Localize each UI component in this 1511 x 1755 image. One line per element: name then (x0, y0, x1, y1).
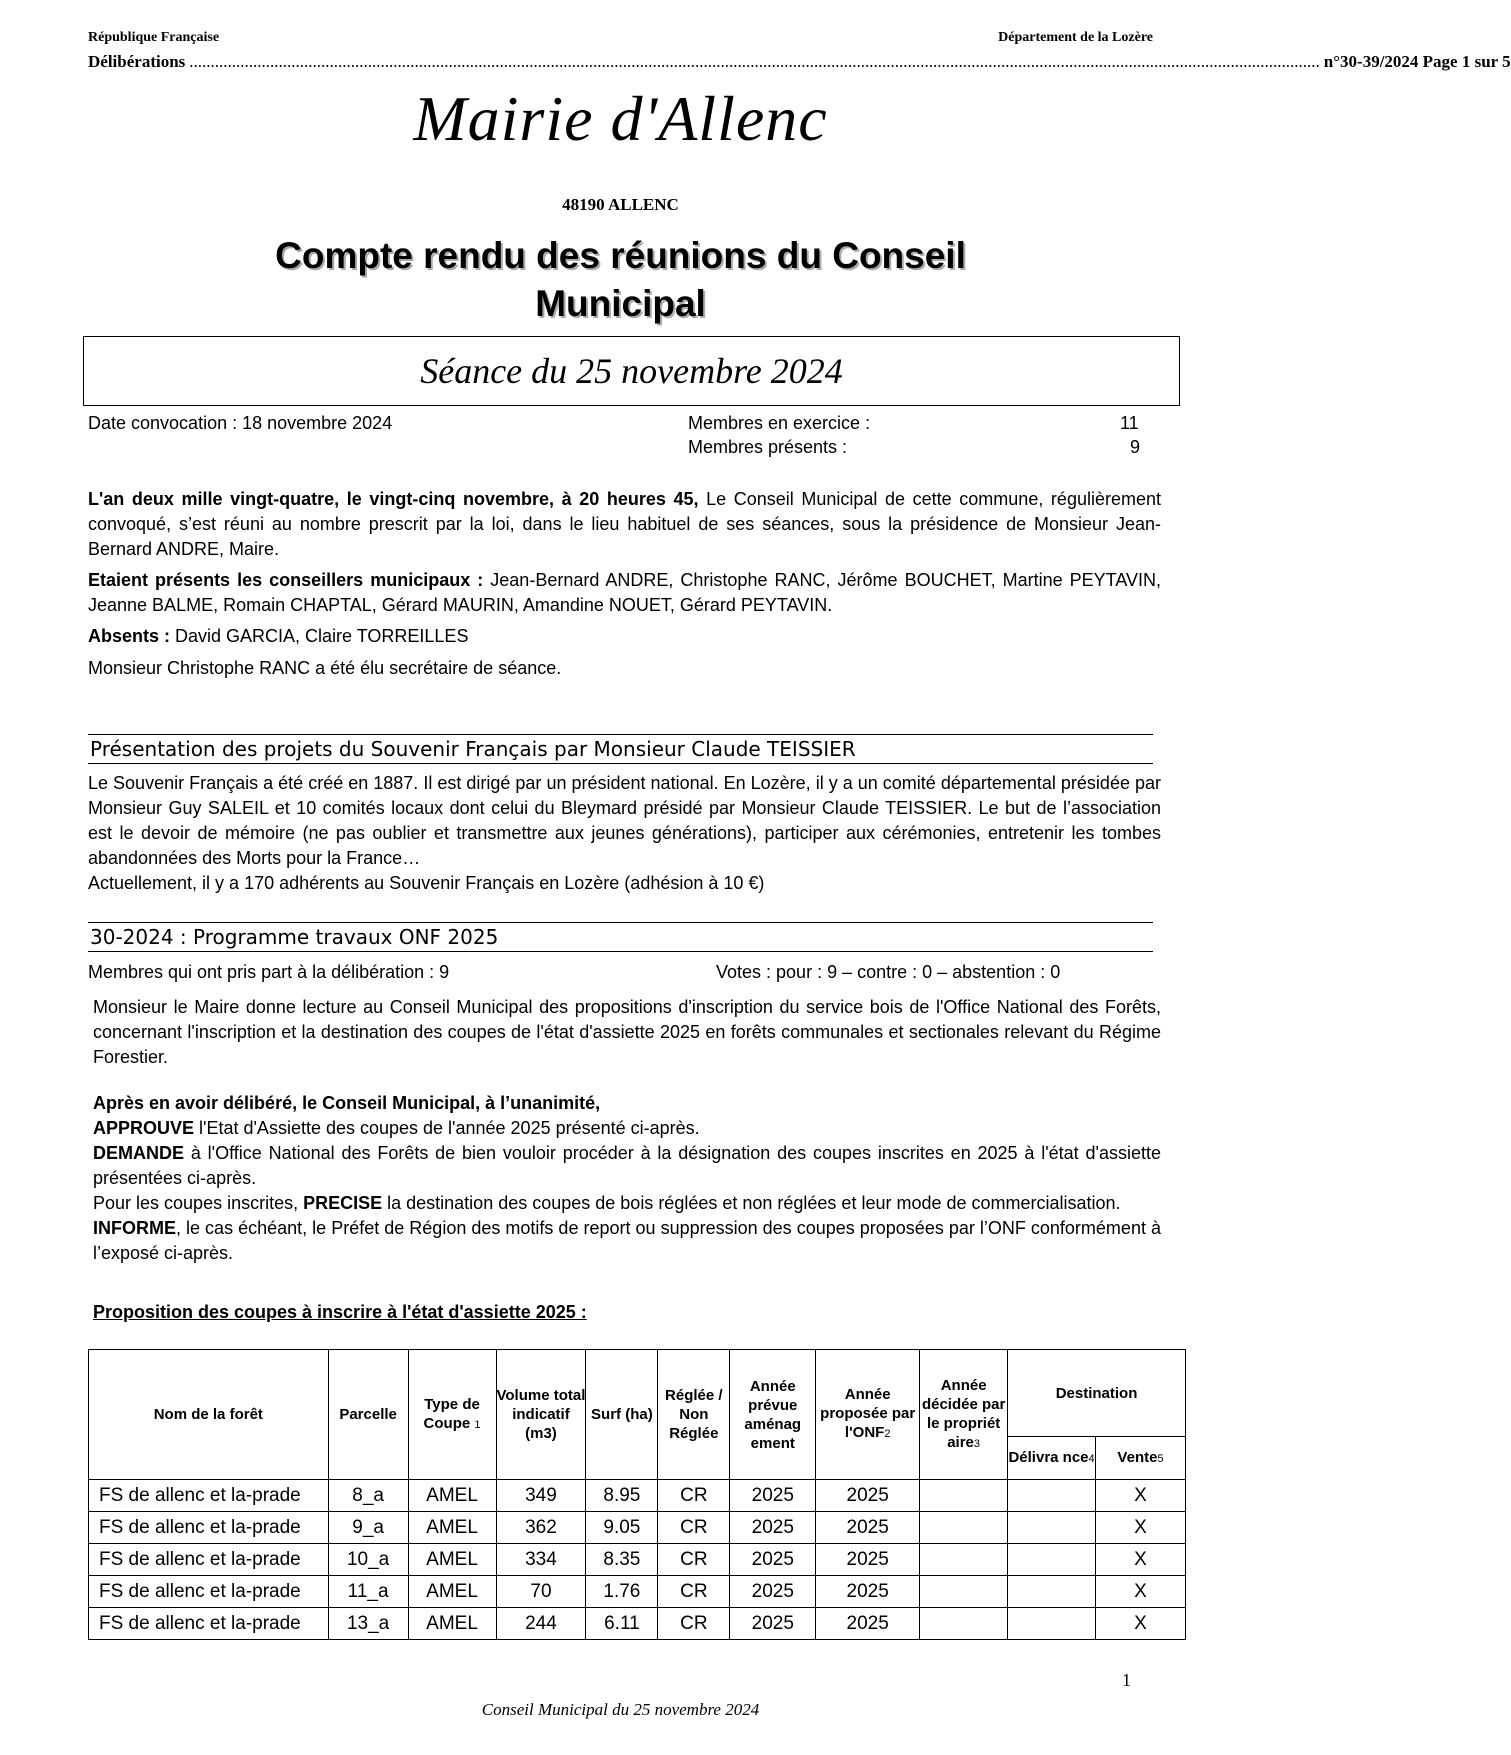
absents-list: David GARCIA, Claire TORREILLES (170, 626, 469, 646)
cell-type: AMEL (408, 1480, 496, 1512)
cell-foret: FS de allenc et la-prade (89, 1576, 329, 1608)
th-surf: Surf (ha) (586, 1350, 658, 1480)
th-vente: Vente5 (1096, 1437, 1186, 1480)
cell-vente: X (1096, 1576, 1186, 1608)
secretaire-paragraph: Monsieur Christophe RANC a été élu secrétaire de séance. (88, 658, 562, 678)
cell-foret: FS de allenc et la-prade (89, 1512, 329, 1544)
postal-address: 48190 ALLENC (562, 195, 679, 214)
main-title (150, 232, 1091, 328)
header-republique: République Française (88, 30, 220, 45)
date-convocation: Date convocation : 18 novembre 2024 (88, 413, 393, 433)
mairie-title: Mairie d'Allenc (413, 83, 828, 154)
cell-reglee: CR (658, 1544, 730, 1576)
cell-delivrance (1008, 1608, 1096, 1640)
cell-delivrance (1008, 1576, 1096, 1608)
cell-decidee (920, 1544, 1008, 1576)
cell-parcelle: 13_a (328, 1608, 408, 1640)
intro-text: Le Conseil Municipal de cette commune, régulièrement convoqué, s’est réuni au nombre prescrit par la loi, dans le lieu habituel de ses séances, sous la présidence de Monsieur Jean-Bernard ANDRE, Maire. (88, 489, 1161, 559)
cell-parcelle: 10_a (328, 1544, 408, 1576)
th-delivrance: Délivra nce4 (1008, 1437, 1096, 1480)
cell-type: AMEL (408, 1512, 496, 1544)
cell-vente: X (1096, 1512, 1186, 1544)
section-souvenir-text-main: Le Souvenir Français a été créé en 1887. Il est dirigé par un président national. En Lozère, il y a un comité départemental présidée par Monsieur Guy SALEIL et 10 comités locaux dont celui du Bleymard présidé par Monsieur Claude TEISSIER. Le but de l’association est le devoir de mémoire (ne pas oublier et transmettre aux jeunes générations), participer aux cérémonies, entretenir les tombes abandonnées des Morts pour la France… (88, 773, 1161, 868)
table-row (89, 1480, 1186, 1512)
membres-presents-value: 9 (1130, 437, 1141, 457)
cell-delivrance (1008, 1544, 1096, 1576)
cell-reglee: CR (658, 1480, 730, 1512)
presents-label: Etaient présents les conseillers municipaux : (88, 570, 484, 590)
section-souvenir-text-adherents: Actuellement, il y a 170 adhérents au Souvenir Français en Lozère (adhésion à 10 €) (88, 873, 765, 893)
cell-reglee: CR (658, 1608, 730, 1640)
cell-decidee (920, 1576, 1008, 1608)
th-reglee: Réglée / Non Réglée (658, 1350, 730, 1480)
cell-vente: X (1096, 1480, 1186, 1512)
table-row (89, 1544, 1186, 1576)
cell-surf: 8.95 (586, 1480, 658, 1512)
onf-lecture-paragraph: Monsieur le Maire donne lecture au Conseil Municipal des propositions d'inscription du service bois de l'Office National des Forêts, concernant l'inscription et la destination des coupes de l'état d'assiette 2025 en forêts communales et sectionales relevant du Régime Forestier. (93, 997, 1161, 1067)
cell-volume: 334 (496, 1544, 586, 1576)
seance-title: Séance du 25 novembre 2024 (420, 351, 843, 391)
intro-date: L'an deux mille vingt-quatre, le vingt-cinq novembre, à 20 heures 45, (88, 489, 699, 509)
cell-vente: X (1096, 1544, 1186, 1576)
cell-parcelle: 8_a (328, 1480, 408, 1512)
main-title-line1: Compte rendu des réunions du Conseil (275, 235, 966, 276)
coupes-table-body (89, 1480, 1186, 1640)
th-annee-decidee: Année décidée par le propriét aire3 (920, 1350, 1008, 1480)
header-deliberations-label: Délibérations (88, 52, 186, 71)
table-row (89, 1512, 1186, 1544)
cell-prevue: 2025 (730, 1544, 816, 1576)
demande-text: à l'Office National des Forêts de bien vouloir procéder à la désignation des coupes inscrites en 2025 à l'état d'assiette présentées ci-après. (93, 1143, 1161, 1188)
cell-volume: 362 (496, 1512, 586, 1544)
section-souvenir-title: Présentation des projets du Souvenir Français par Monsieur Claude TEISSIER (88, 734, 1153, 764)
cell-parcelle: 11_a (328, 1576, 408, 1608)
header-dot-leader: .......................................................................................................................................................................................................................................................................... (189, 52, 1320, 71)
cell-prevue: 2025 (730, 1480, 816, 1512)
footer: Conseil Municipal du 25 novembre 2024 (481, 1700, 760, 1719)
cell-surf: 9.05 (586, 1512, 658, 1544)
page-number: 1 (1122, 1670, 1131, 1690)
cell-prevue: 2025 (730, 1576, 816, 1608)
cell-prevue: 2025 (730, 1512, 816, 1544)
table-row (89, 1608, 1186, 1640)
cell-volume: 349 (496, 1480, 586, 1512)
section-onf-title: 30-2024 : Programme travaux ONF 2025 (88, 922, 1153, 952)
approuve-label: APPROUVE (93, 1118, 195, 1138)
main-title-line2: Municipal (535, 283, 706, 324)
th-parcelle: Parcelle (328, 1350, 408, 1480)
intro-paragraph (88, 487, 1161, 562)
presents-list: Jean-Bernard ANDRE, Christophe RANC, Jérôme BOUCHET, Martine PEYTAVIN, Jeanne BALME, Romain CHAPTAL, Gérard MAURIN, Amandine NOUET, Gérard PEYTAVIN. (88, 570, 1162, 615)
cell-volume: 70 (496, 1576, 586, 1608)
th-foret: Nom de la forêt (89, 1350, 329, 1480)
informe-label: INFORME (93, 1218, 176, 1238)
cell-volume: 244 (496, 1608, 586, 1640)
table-row (89, 1576, 1186, 1608)
cell-prevue: 2025 (730, 1608, 816, 1640)
membres-exercice-value: 11 (1120, 413, 1139, 433)
cell-vente: X (1096, 1608, 1186, 1640)
cell-type: AMEL (408, 1576, 496, 1608)
header-departement: Département de la Lozère (998, 30, 1153, 45)
cell-delivrance (1008, 1512, 1096, 1544)
votes-result: Votes : pour : 9 – contre : 0 – abstention : 0 (716, 962, 1061, 982)
membres-participants: Membres qui ont pris part à la délibération : 9 (88, 962, 450, 982)
cell-foret: FS de allenc et la-prade (89, 1480, 329, 1512)
cell-proposee: 2025 (816, 1480, 920, 1512)
header-ref: n°30-39/2024 Page 1 sur 5 (1323, 52, 1511, 71)
absents-label: Absents : (88, 626, 171, 646)
th-annee-prevue: Année prévue aménag ement (730, 1350, 816, 1480)
header-deliberations-line (88, 52, 1511, 72)
cell-foret: FS de allenc et la-prade (89, 1544, 329, 1576)
cell-type: AMEL (408, 1544, 496, 1576)
cell-decidee (920, 1608, 1008, 1640)
cell-proposee: 2025 (816, 1576, 920, 1608)
informe-text: , le cas échéant, le Préfet de Région des motifs de report ou suppression des coupes proposées par l’ONF conformément à l’exposé ci-après. (93, 1218, 1161, 1263)
cell-surf: 8.35 (586, 1544, 658, 1576)
apres-deliberation: Après en avoir délibéré, le Conseil Municipal, à l’unanimité, (93, 1093, 601, 1113)
th-type: Type de Coupe 1 (408, 1350, 496, 1480)
cell-reglee: CR (658, 1576, 730, 1608)
table-header-row (89, 1350, 1186, 1437)
precise-label: PRECISE (303, 1193, 383, 1213)
th-destination: Destination (1008, 1350, 1186, 1437)
absents-paragraph (88, 624, 1161, 649)
cell-proposee: 2025 (816, 1608, 920, 1640)
cell-foret: FS de allenc et la-prade (89, 1608, 329, 1640)
precise-text: la destination des coupes de bois réglées et non réglées et leur mode de commercialisation. (382, 1193, 1121, 1213)
membres-exercice-label: Membres en exercice : (688, 413, 871, 433)
cell-surf: 1.76 (586, 1576, 658, 1608)
membres-presents-label: Membres présents : (688, 437, 848, 457)
approuve-text: l'Etat d'Assiette des coupes de l'année 2025 présenté ci-après. (194, 1118, 700, 1138)
coupes-table (88, 1349, 1186, 1640)
cell-decidee (920, 1512, 1008, 1544)
deliberation-block (93, 1091, 1161, 1266)
presents-paragraph (88, 568, 1161, 618)
cell-decidee (920, 1480, 1008, 1512)
th-annee-proposee: Année proposée par l'ONF2 (816, 1350, 920, 1480)
cell-parcelle: 9_a (328, 1512, 408, 1544)
cell-proposee: 2025 (816, 1512, 920, 1544)
th-volume: Volume total indicatif (m3) (496, 1350, 586, 1480)
seance-box (83, 336, 1180, 406)
cell-type: AMEL (408, 1608, 496, 1640)
cell-proposee: 2025 (816, 1544, 920, 1576)
cell-delivrance (1008, 1480, 1096, 1512)
proposition-title: Proposition des coupes à inscrire à l'état d'assiette 2025 : (93, 1302, 587, 1322)
section-souvenir-text (88, 771, 1161, 896)
demande-label: DEMANDE (93, 1143, 185, 1163)
cell-reglee: CR (658, 1512, 730, 1544)
precise-prefix: Pour les coupes inscrites, (93, 1193, 304, 1213)
cell-surf: 6.11 (586, 1608, 658, 1640)
